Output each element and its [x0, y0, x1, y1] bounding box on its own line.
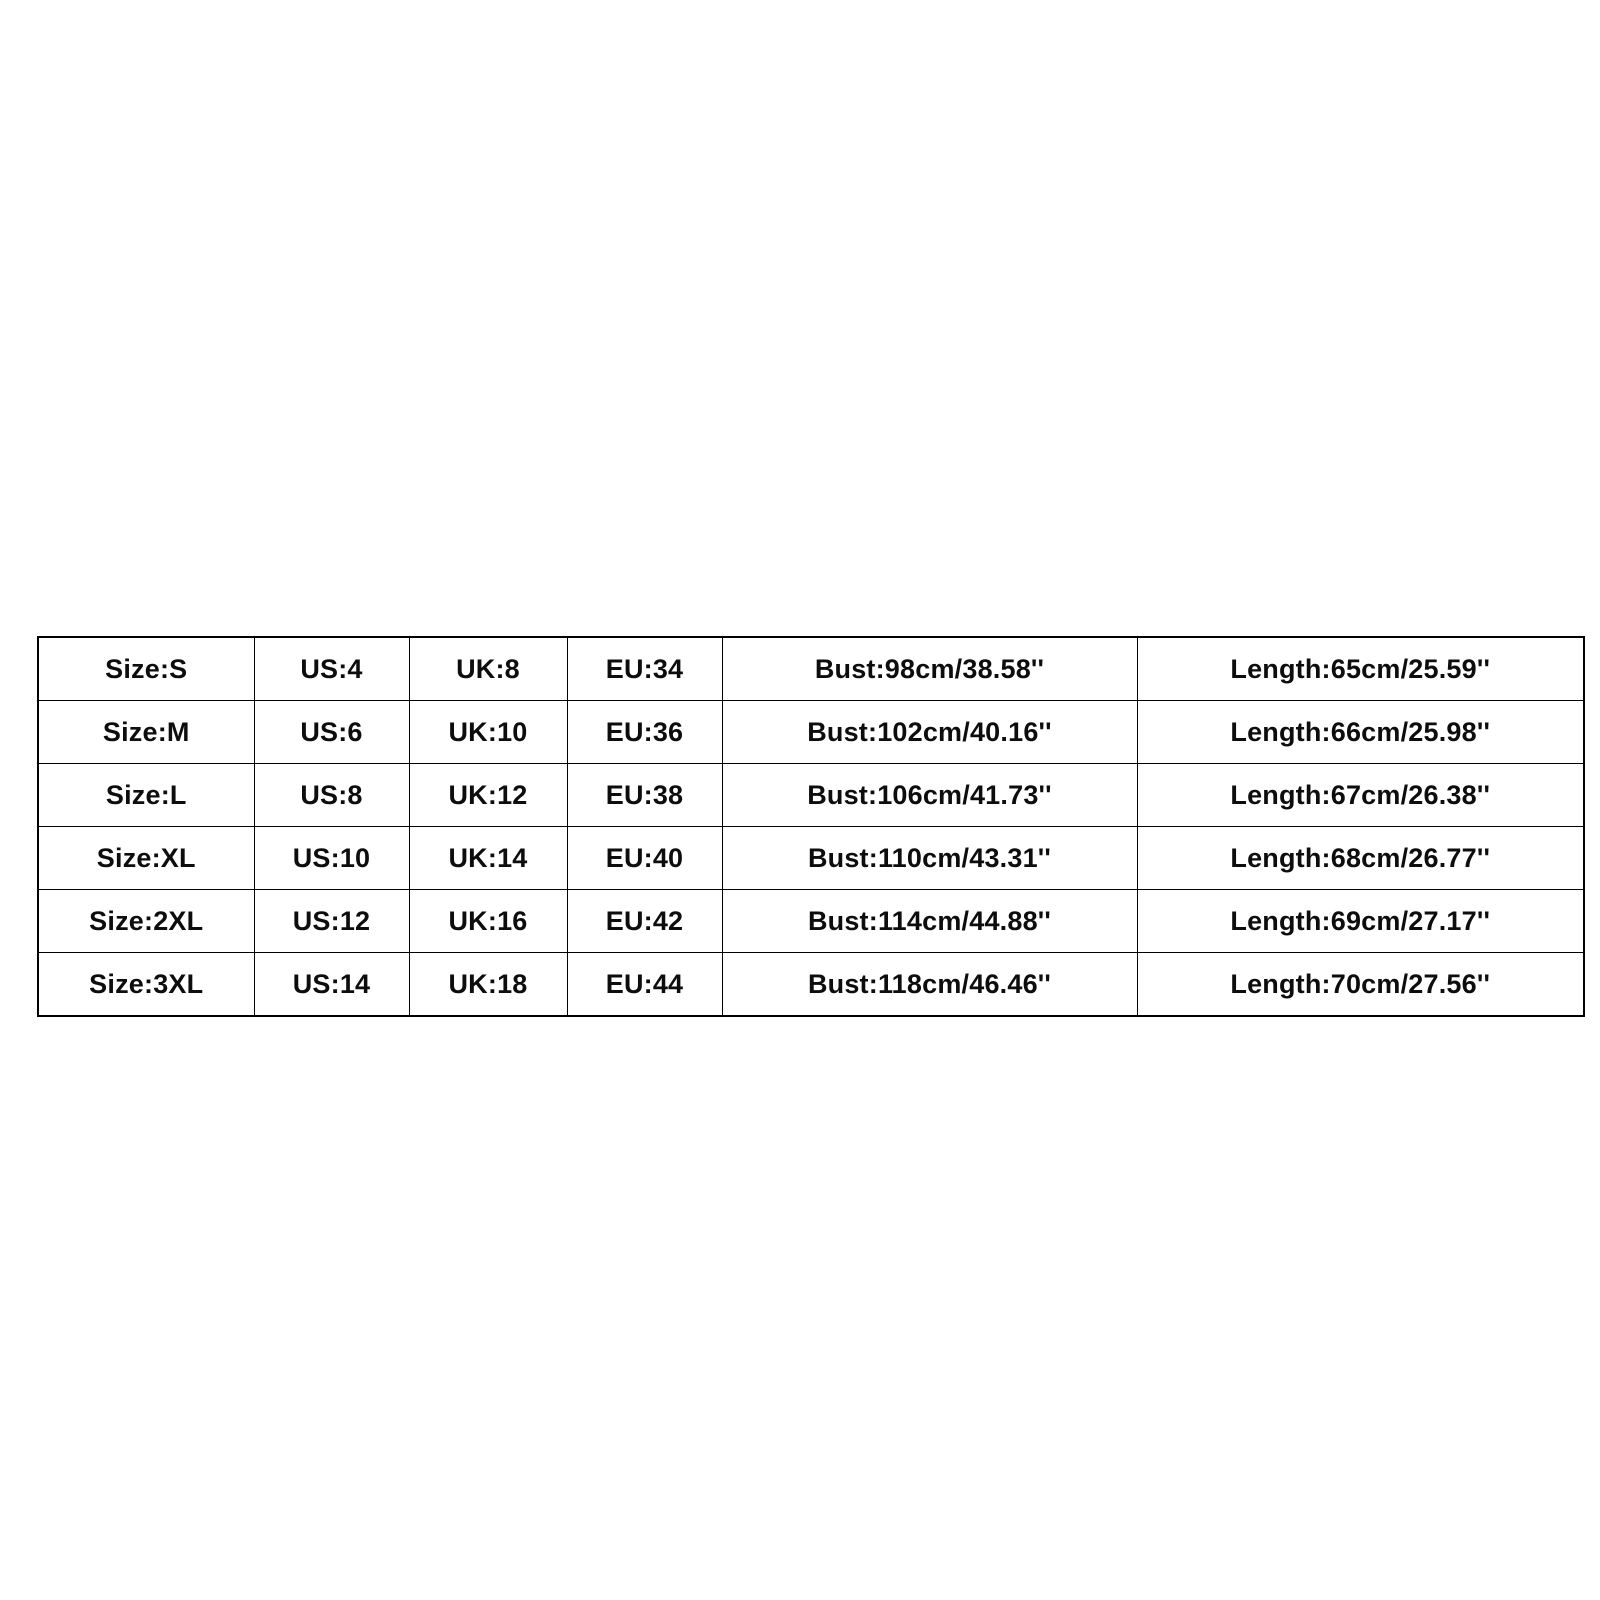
eu-size-cell: EU:38	[567, 764, 722, 827]
table-row	[38, 637, 1584, 701]
size-cell: Size:M	[38, 701, 254, 764]
eu-size-cell: EU:40	[567, 827, 722, 890]
bust-cell: Bust:110cm/43.31''	[722, 827, 1137, 890]
eu-size-cell: EU:36	[567, 701, 722, 764]
uk-size-cell: UK:8	[409, 637, 567, 701]
table-row	[38, 890, 1584, 953]
table-row	[38, 764, 1584, 827]
eu-size-cell: EU:42	[567, 890, 722, 953]
size-cell: Size:L	[38, 764, 254, 827]
bust-cell: Bust:102cm/40.16''	[722, 701, 1137, 764]
eu-size-cell: EU:34	[567, 637, 722, 701]
length-cell: Length:65cm/25.59''	[1137, 637, 1584, 701]
uk-size-cell: UK:16	[409, 890, 567, 953]
size-chart	[37, 636, 1583, 1017]
bust-cell: Bust:114cm/44.88''	[722, 890, 1137, 953]
us-size-cell: US:8	[254, 764, 409, 827]
uk-size-cell: UK:10	[409, 701, 567, 764]
length-cell: Length:70cm/27.56''	[1137, 953, 1584, 1017]
table-row	[38, 827, 1584, 890]
length-cell: Length:67cm/26.38''	[1137, 764, 1584, 827]
size-table	[37, 636, 1585, 1017]
bust-cell: Bust:106cm/41.73''	[722, 764, 1137, 827]
bust-cell: Bust:98cm/38.58''	[722, 637, 1137, 701]
length-cell: Length:69cm/27.17''	[1137, 890, 1584, 953]
size-cell: Size:XL	[38, 827, 254, 890]
length-cell: Length:68cm/26.77''	[1137, 827, 1584, 890]
uk-size-cell: UK:18	[409, 953, 567, 1017]
table-row	[38, 701, 1584, 764]
us-size-cell: US:10	[254, 827, 409, 890]
uk-size-cell: UK:14	[409, 827, 567, 890]
us-size-cell: US:4	[254, 637, 409, 701]
size-cell: Size:2XL	[38, 890, 254, 953]
us-size-cell: US:14	[254, 953, 409, 1017]
bust-cell: Bust:118cm/46.46''	[722, 953, 1137, 1017]
us-size-cell: US:12	[254, 890, 409, 953]
uk-size-cell: UK:12	[409, 764, 567, 827]
length-cell: Length:66cm/25.98''	[1137, 701, 1584, 764]
us-size-cell: US:6	[254, 701, 409, 764]
size-cell: Size:3XL	[38, 953, 254, 1017]
table-row	[38, 953, 1584, 1017]
eu-size-cell: EU:44	[567, 953, 722, 1017]
size-cell: Size:S	[38, 637, 254, 701]
